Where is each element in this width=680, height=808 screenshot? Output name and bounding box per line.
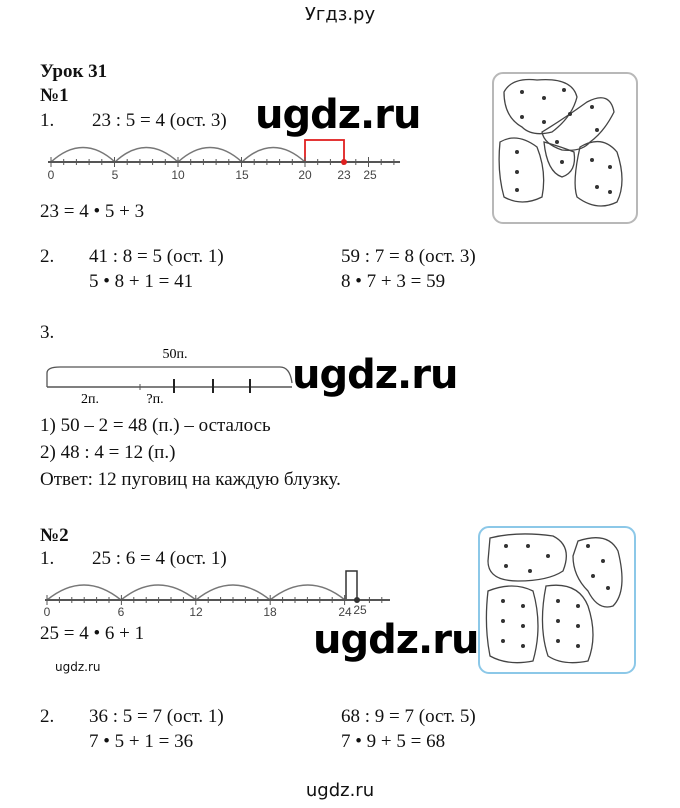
task1-p2-b2: 8 • 7 + 3 = 59 [341,271,446,292]
tick-label: 0 [47,168,55,182]
number-line-2 [40,570,400,620]
tick-label: 6 [117,605,125,619]
dot [595,185,599,189]
task1-p2-a2: 5 • 8 + 1 = 41 [89,271,194,292]
task2-p1-check: 25 = 4 • 6 + 1 [40,623,145,644]
solution-line: 1) 50 – 2 = 48 (п.) – осталось [40,415,271,436]
dot [515,170,519,174]
dot [501,639,505,643]
dot [556,639,560,643]
segment-diagram [40,343,300,403]
part2-label: ?п. [146,392,164,403]
task1-p1-index: 1. [40,110,55,131]
task2-number: №2 [40,525,69,546]
tick-label: 0 [43,605,51,619]
dot [608,165,612,169]
dot [515,150,519,154]
dot [515,188,519,192]
dot [556,599,560,603]
dot [526,544,530,548]
dots-groups-picture-1 [492,72,638,224]
tick-label: 25 [353,603,367,617]
dot [586,544,590,548]
tick-label: 20 [298,168,312,182]
site-title: Угдз.ру [304,4,376,25]
task2-p2-a1: 36 : 5 = 7 (ост. 1) [89,706,224,727]
dot [606,586,610,590]
dot [595,128,599,132]
dot [501,599,505,603]
dot [562,88,566,92]
tick-label: 10 [171,168,185,182]
watermark: ugdz.ru [313,617,479,663]
dot [546,554,550,558]
footer-watermark: ugdz.ru [305,780,375,801]
dot [576,644,580,648]
dot [590,158,594,162]
dot [501,619,505,623]
dot [528,569,532,573]
dot [560,160,564,164]
number-line-1 [40,135,410,185]
tick-label: 24 [338,605,352,619]
task2-p2-index: 2. [40,706,55,727]
task1-p3-index: 3. [40,322,55,343]
tick-label: 15 [235,168,249,182]
task2-p1-index: 1. [40,548,55,569]
watermark: ugdz.ru [292,352,458,398]
dot [590,105,594,109]
remainder-box [346,571,357,600]
tick-label: 25 [363,168,377,182]
task1-number: №1 [40,85,69,106]
dot [608,190,612,194]
dot [576,604,580,608]
dot [591,574,595,578]
dot [555,140,559,144]
watermark: ugdz.ru [255,92,421,138]
dot [568,112,572,116]
watermark-small: ugdz.ru [55,660,101,674]
total-label: 50п. [162,347,188,362]
task1-p2-index: 2. [40,246,55,267]
dot [521,624,525,628]
dot [520,115,524,119]
dot [504,564,508,568]
dot [556,619,560,623]
tick-label: 23 [337,168,351,182]
tick-label: 5 [111,168,119,182]
tick-label: 12 [189,605,203,619]
task2-p2-a2: 7 • 5 + 1 = 36 [89,731,194,752]
dot [601,559,605,563]
part1-label: 2п. [81,392,99,403]
task1-p2-a1: 41 : 8 = 5 (ост. 1) [89,246,224,267]
dot [521,644,525,648]
dot [521,604,525,608]
dot [542,96,546,100]
task2-p2-b1: 68 : 9 = 7 (ост. 5) [341,706,476,727]
dot [520,90,524,94]
dot [504,544,508,548]
lesson-title: Урок 31 [40,61,108,82]
task1-p1-check: 23 = 4 • 5 + 3 [40,201,145,222]
task2-p2-b2: 7 • 9 + 5 = 68 [341,731,446,752]
task1-p2-b1: 59 : 7 = 8 (ост. 3) [341,246,476,267]
dot [576,624,580,628]
task1-p1-expr: 23 : 5 = 4 (ост. 3) [92,110,227,131]
answer-line: Ответ: 12 пуговиц на каждую блузку. [40,469,341,490]
remainder-box [305,140,344,162]
solution-line: 2) 48 : 4 = 12 (п.) [40,442,176,463]
task2-p1-expr: 25 : 6 = 4 (ост. 1) [92,548,227,569]
dots-groups-picture-2 [478,526,636,674]
tick-label: 18 [263,605,277,619]
dot [542,120,546,124]
